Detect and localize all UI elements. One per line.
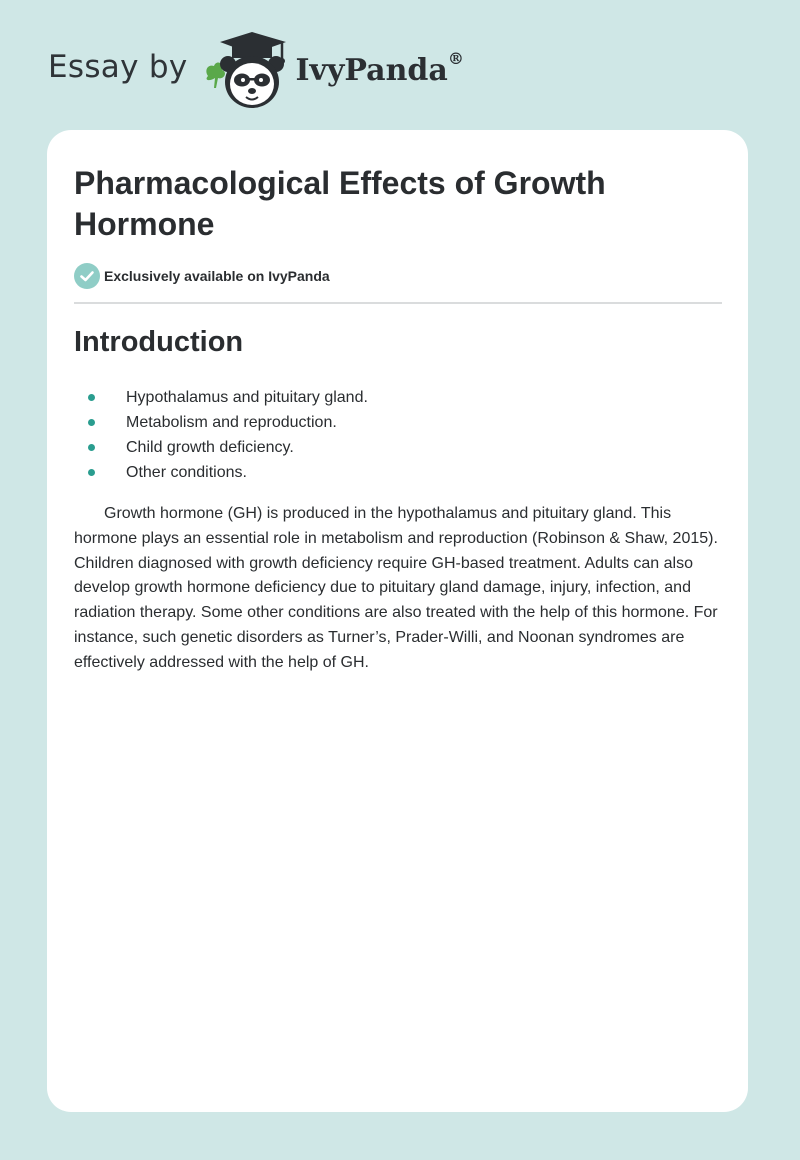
list-item-text: Other conditions. [126,464,247,481]
document-card [47,130,748,1112]
exclusive-badge-text: Exclusively available on IvyPanda [104,268,330,284]
section-heading-introduction: Introduction [74,326,244,358]
list-item [74,385,368,410]
bullet-dot-icon [88,444,95,451]
divider [74,302,722,304]
check-circle-icon [74,263,100,289]
list-item-text: Hypothalamus and pituitary gland. [126,389,368,406]
list-item-text: Metabolism and reproduction. [126,414,337,431]
brand-name[interactable]: IvyPanda® [295,48,464,88]
list-item-text: Child growth deficiency. [126,439,294,456]
list-item [74,435,368,460]
site-header [48,30,464,112]
bullet-list [74,385,368,485]
list-item [74,460,368,485]
list-item [74,410,368,435]
body-paragraph: Growth hormone (GH) is produced in the hypothalamus and pituitary gland. This hormone plays an essential role in metabolism and reproduction (Robinson & Shaw, 2015). Children diagnosed with growth deficiency require GH-based treatment. Adults can also develop growth hormone deficiency due to pituitary gland damage, injury, infection, and radiation therapy. Some other conditions are also treated with the help of this hormone. For instance, such genetic disorders as Turner’s, Prader-Willi, and Noonan syndromes are effectively addressed with the help of GH. [74,505,718,671]
exclusive-badge [74,263,330,289]
panda-graduation-cap-icon[interactable] [202,30,292,112]
bullet-dot-icon [88,469,95,476]
document-title: Pharmacological Effects of Growth Hormone [74,165,606,242]
essay-by-label: Essay by [48,49,188,85]
registered-mark: ® [447,48,464,68]
bullet-dot-icon [88,419,95,426]
bullet-dot-icon [88,394,95,401]
